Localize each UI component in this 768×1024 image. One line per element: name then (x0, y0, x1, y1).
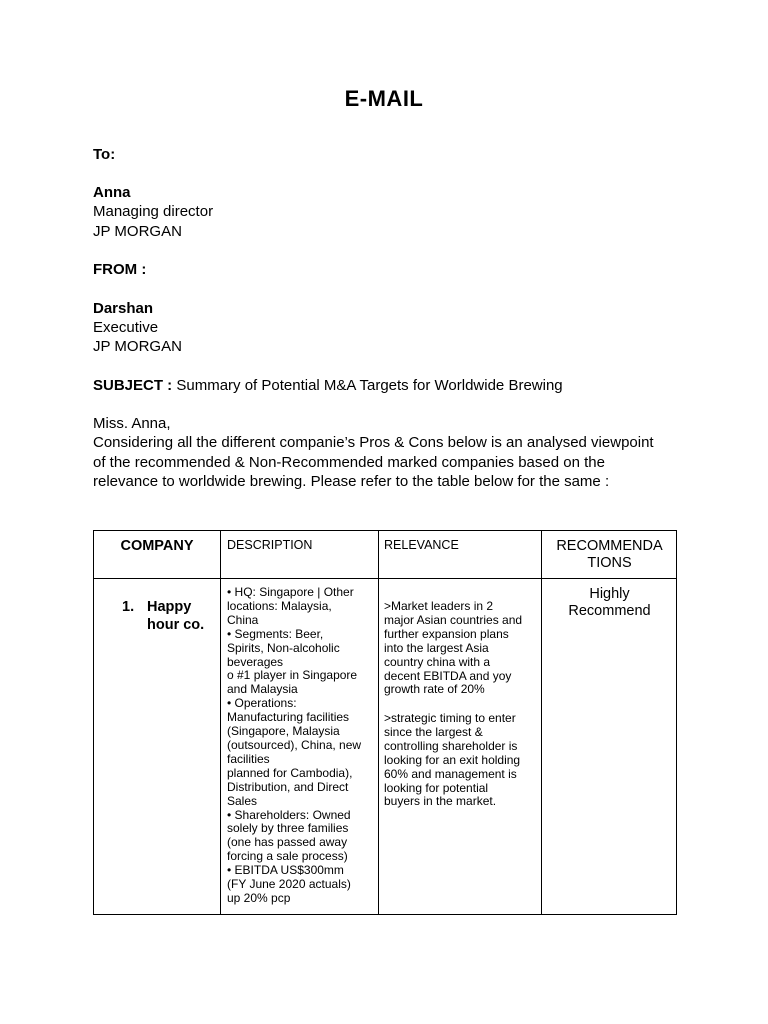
relevance-point-2: >strategic timing to enter since the largest & controlling shareholder is looking for an exit holding 60% and management is looking for potential buyers in the market. (384, 711, 521, 809)
sender-role: Executive (93, 319, 159, 336)
table-divider (94, 578, 676, 579)
from-label: FROM : (93, 261, 147, 278)
to-label: To: (93, 146, 116, 163)
recipient-role: Managing director (93, 203, 214, 220)
sender-organization: JP MORGAN (93, 338, 182, 355)
recipient-organization: JP MORGAN (93, 223, 182, 240)
sender-name: Darshan (93, 300, 154, 317)
company-name: Happy hour co. (147, 599, 205, 633)
intro-line-3: relevance to worldwide brewing. Please refer to the table below for the same : (93, 473, 610, 490)
table-divider (378, 531, 379, 914)
subject-line (93, 376, 693, 396)
header-description: DESCRIPTION (227, 538, 313, 552)
company-description: • HQ: Singapore | Other locations: Malaysia, China • Segments: Beer, Spirits, Non-alcoholic beverages o #1 player in Singapore and Malaysia • Operations: Manufacturing facilities (Singapore, Malaysia (outsourced), China, new facilities planned for Cambodia), Distribution, and Direct Sales • Shareholders: Owned solely by three families (one has passed away forcing a sale process) • EBITDA US$300mm (FY June 2020 actuals) up 20% pcp (227, 585, 362, 905)
document-title: E-MAIL (344, 86, 424, 111)
recommendation-value: Highly Recommend (568, 586, 651, 619)
subject-label: SUBJECT : (93, 377, 173, 394)
table-divider (541, 531, 542, 914)
header-company: COMPANY (120, 538, 194, 554)
subject-text: Summary of Potential M&A Targets for Worldwide Brewing (176, 377, 563, 394)
targets-table (93, 530, 677, 915)
row-number: 1. (122, 599, 135, 615)
header-recommendations: RECOMMENDA TIONS (556, 538, 663, 571)
salutation: Miss. Anna, (93, 415, 171, 432)
intro-line-1: Considering all the different companie’s Pros & Cons below is an analysed viewpoint (93, 434, 654, 451)
table-divider (220, 531, 221, 914)
intro-line-2: of the recommended & Non-Recommended marked companies based on the (93, 454, 605, 471)
header-relevance: RELEVANCE (384, 538, 459, 552)
relevance-point-1: >Market leaders in 2 major Asian countries and further expansion plans into the largest Asia country china with a decent EBITDA and yoy growth rate of 20% (384, 599, 523, 697)
recipient-name: Anna (93, 184, 131, 201)
